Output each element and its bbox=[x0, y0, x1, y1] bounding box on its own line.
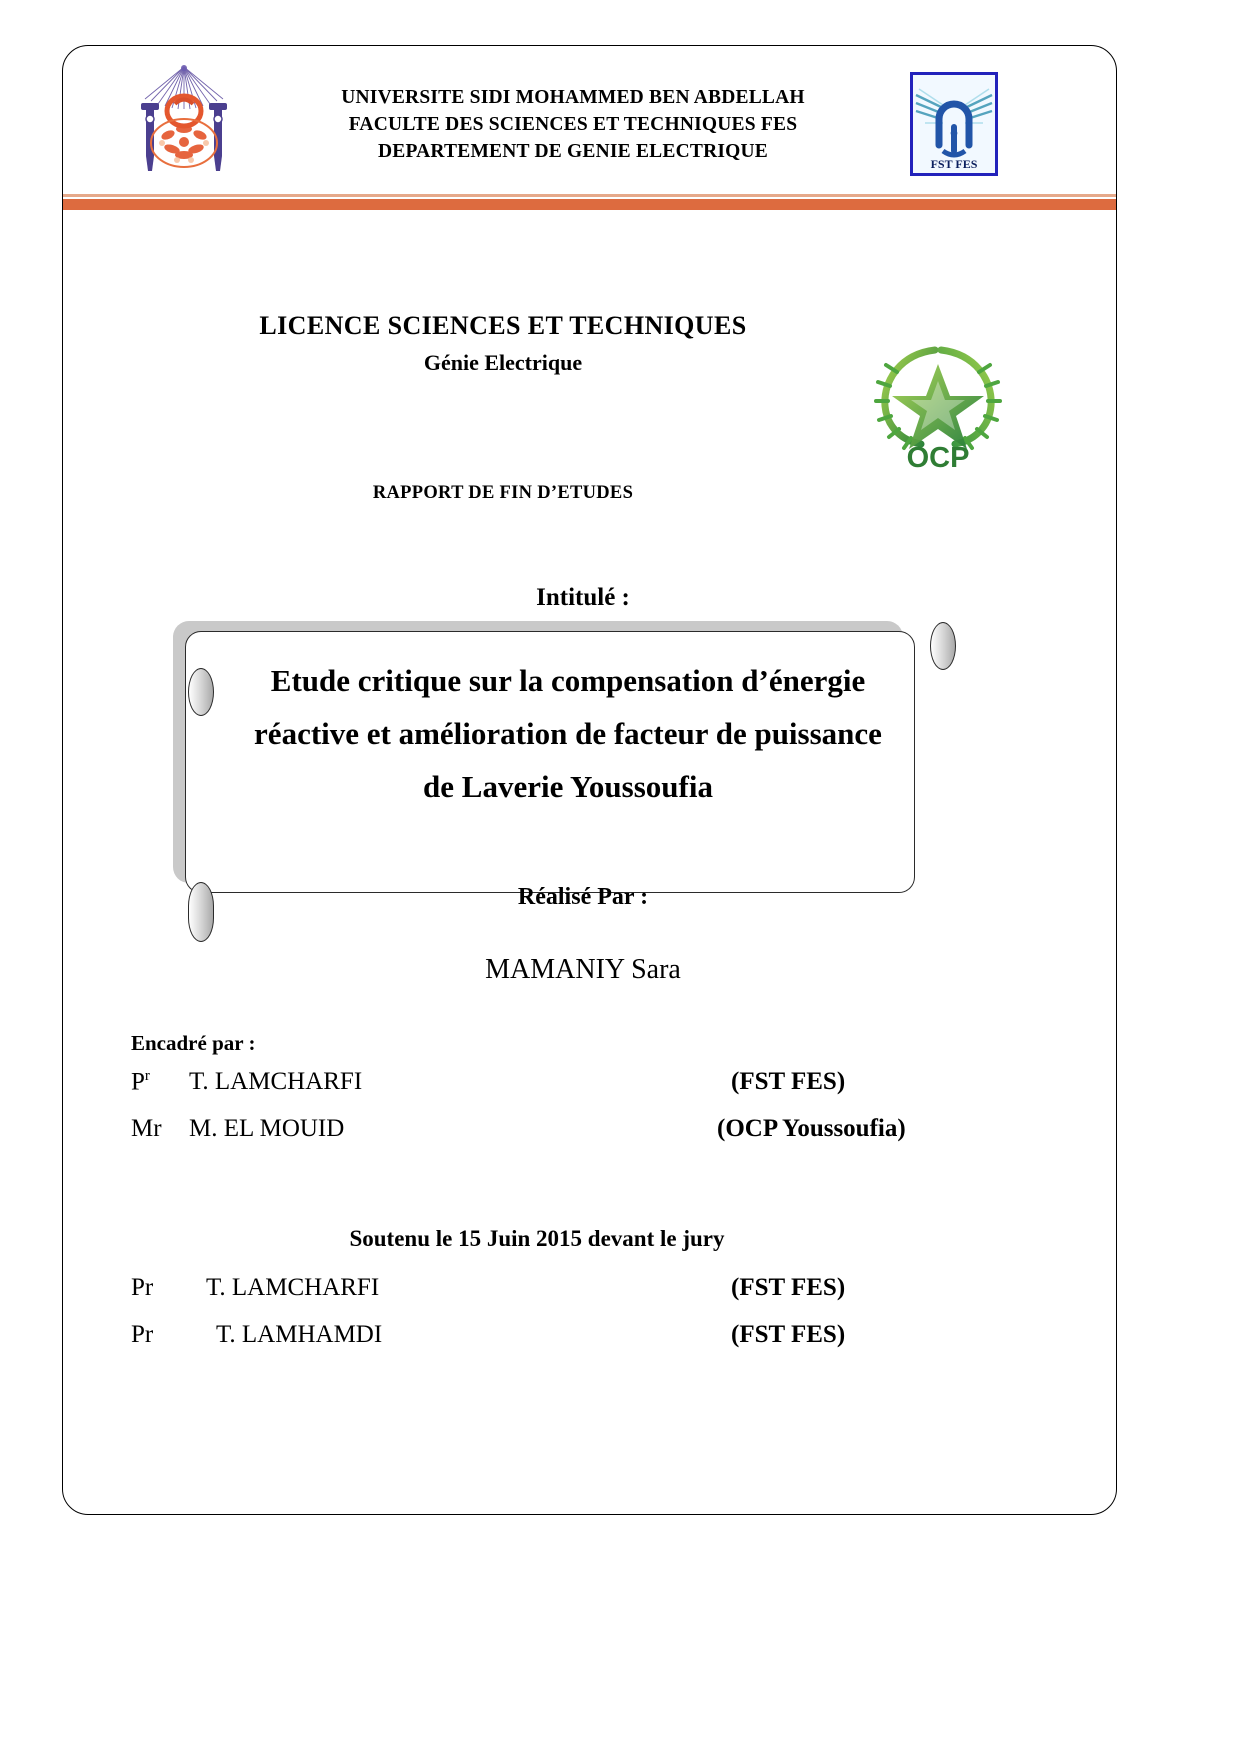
department-name: DEPARTEMENT DE GENIE ELECTRIQUE bbox=[378, 141, 768, 162]
svg-text:FST FES: FST FES bbox=[930, 157, 978, 171]
fst-fes-logo-icon bbox=[910, 72, 998, 176]
intitule-label: Intitulé : bbox=[536, 584, 630, 611]
supervisor-org: (FST FES) bbox=[731, 1068, 846, 1095]
supervisor-row bbox=[131, 1068, 943, 1115]
report-label: RAPPORT DE FIN D’ETUDES bbox=[372, 483, 634, 503]
page-header bbox=[63, 46, 1116, 194]
supervisor-name: M. EL MOUID bbox=[189, 1115, 345, 1142]
jury-row bbox=[131, 1321, 943, 1368]
supervisor-name: T. LAMCHARFI bbox=[189, 1068, 363, 1095]
cover-page bbox=[62, 45, 1117, 1515]
jury-row bbox=[131, 1274, 943, 1321]
universite-logo-icon bbox=[125, 59, 243, 181]
jury-name: T. LAMHAMDI bbox=[216, 1321, 383, 1348]
ocp-wordmark: OCP bbox=[906, 442, 970, 471]
author-name: MAMANIY Sara bbox=[485, 954, 681, 985]
diploma-block bbox=[183, 311, 823, 376]
diploma-specialty: Génie Electrique bbox=[423, 350, 583, 375]
realise-par-label: Réalisé Par : bbox=[517, 884, 649, 910]
defense-label: Soutenu le 15 Juin 2015 devant le jury bbox=[349, 1226, 725, 1251]
scroll-roll-top-left bbox=[188, 668, 214, 716]
supervisor-title: $P^r$ bbox=[131, 1068, 150, 1096]
supervisor-list bbox=[131, 1068, 943, 1162]
title-scroll bbox=[173, 621, 963, 921]
scroll-body bbox=[185, 631, 915, 893]
jury-name: T. LAMCHARFI bbox=[206, 1274, 380, 1301]
scroll-roll-bottom-left bbox=[188, 882, 214, 942]
divider-line-dark bbox=[62, 199, 1117, 210]
diploma-title: LICENCE SCIENCES ET TECHNIQUES bbox=[259, 311, 747, 340]
jury-title: Pr bbox=[131, 1321, 154, 1348]
divider-line-light bbox=[62, 194, 1117, 197]
encadre-par-label: Encadré par : bbox=[131, 1031, 256, 1055]
jury-org: (FST FES) bbox=[731, 1274, 846, 1301]
faculty-name: FACULTE DES SCIENCES ET TECHNIQUES FES bbox=[348, 114, 798, 135]
scroll-roll-top-right bbox=[930, 622, 956, 670]
jury-title: Pr bbox=[131, 1274, 154, 1301]
university-heading bbox=[253, 84, 893, 165]
project-title: Etude critique sur la compensation d’énergie réactive et amélioration de facteur de puissance de Laverie Youssoufia bbox=[254, 663, 882, 804]
supervisor-row bbox=[131, 1115, 943, 1162]
university-name: UNIVERSITE SIDI MOHAMMED BEN ABDELLAH bbox=[341, 87, 805, 108]
supervisor-title: Mr bbox=[131, 1115, 162, 1142]
header-divider bbox=[62, 194, 1117, 210]
supervisor-org: (OCP Youssoufia) bbox=[717, 1115, 906, 1142]
jury-org: (FST FES) bbox=[731, 1321, 846, 1348]
jury-list bbox=[131, 1274, 943, 1368]
ocp-logo-icon bbox=[873, 336, 1003, 471]
